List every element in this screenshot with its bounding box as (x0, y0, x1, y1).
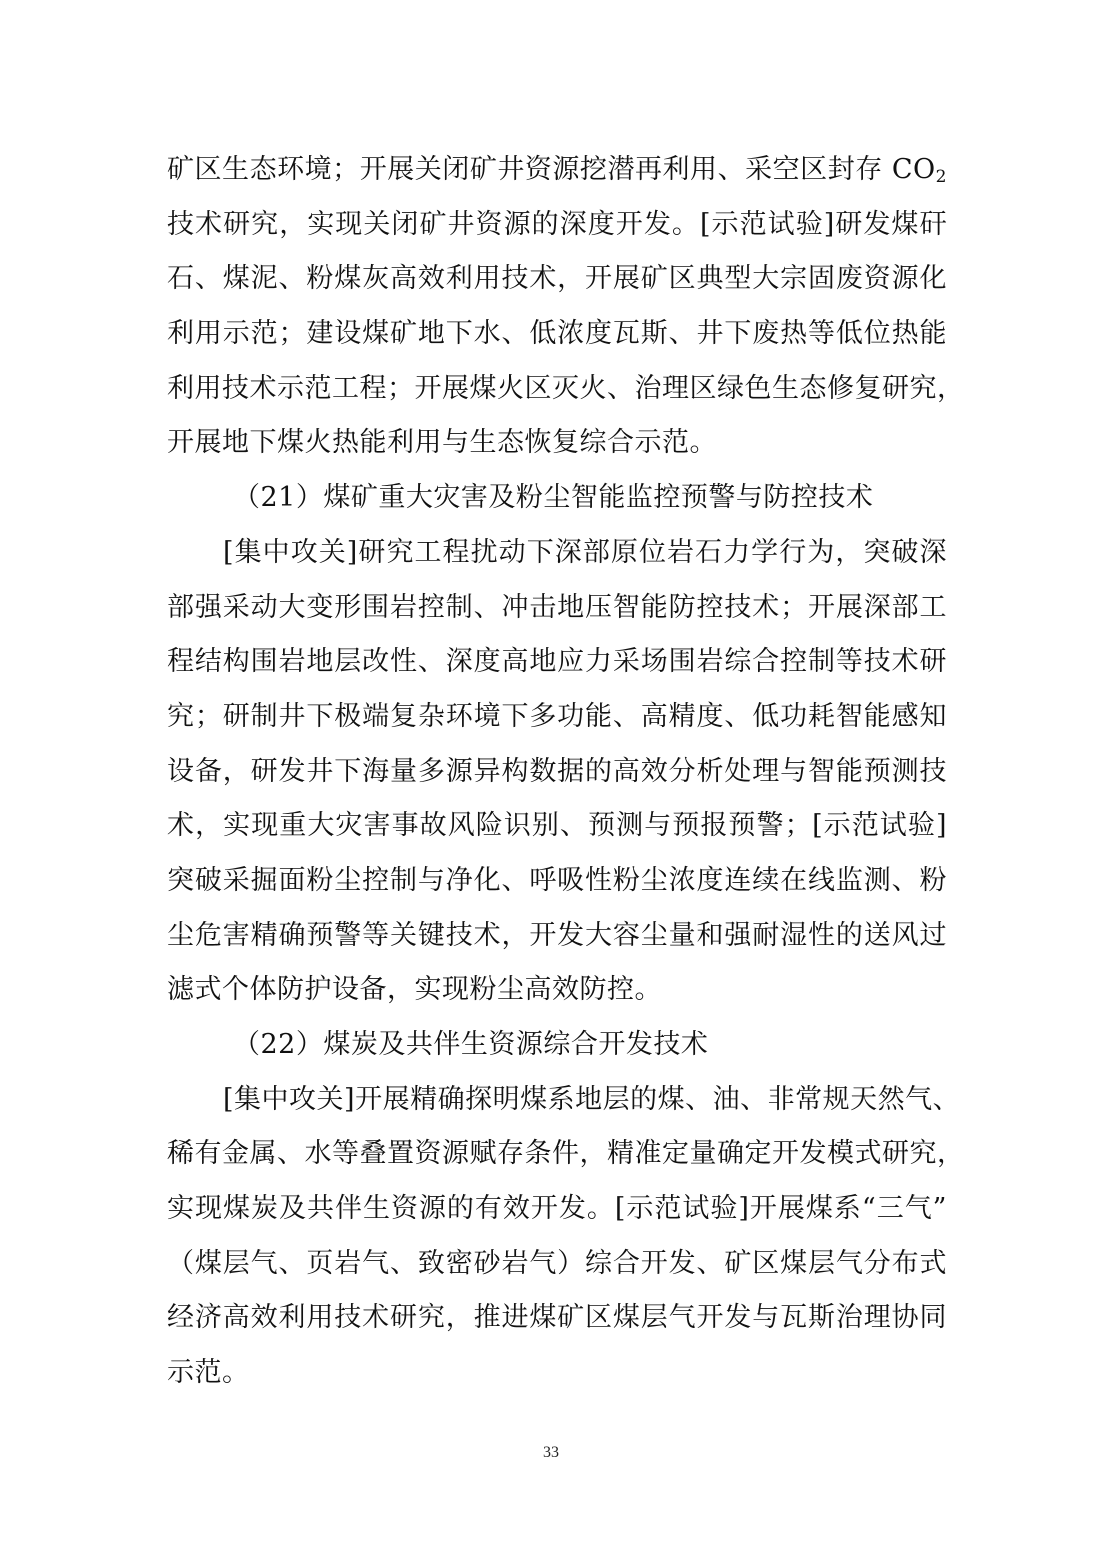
text-line: 利用技术示范工程；开展煤火区灭火、治理区绿色生态修复研究， (167, 372, 965, 404)
text-line: （煤层气、页岩气、致密砂岩气）综合开发、矿区煤层气分布式 (167, 1247, 947, 1279)
text-line: 尘危害精确预警等关键技术，开发大容尘量和强耐湿性的送风过 (167, 919, 947, 951)
text-line: 究；研制井下极端复杂环境下多功能、高精度、低功耗智能感知 (167, 700, 947, 732)
section-heading: （22）煤炭及共伴生资源综合开发技术 (233, 1029, 709, 1060)
text-line: 技术研究，实现关闭矿井资源的深度开发。[示范试验]研发煤矸 (167, 208, 947, 240)
document-body (167, 143, 965, 1401)
text-line: [集中攻关]研究工程扰动下深部原位岩石力学行为，突破深 (223, 536, 947, 568)
text-line: [集中攻关]开展精确探明煤系地层的煤、油、非常规天然气、 (223, 1083, 961, 1115)
text-line: 实现煤炭及共伴生资源的有效开发。[示范试验]开展煤系“三气” (167, 1193, 947, 1225)
section-heading: （21）煤矿重大灾害及粉尘智能监控预警与防控技术 (233, 482, 874, 514)
text-line: 石、煤泥、粉煤灰高效利用技术，开展矿区典型大宗固废资源化 (167, 263, 947, 295)
text-line (167, 143, 947, 198)
text-line: 突破采掘面粉尘控制与净化、呼吸性粉尘浓度连续在线监测、粉 (167, 864, 947, 896)
text-line-content: 矿区生态环境；开展关闭矿井资源挖潜再利用、采空区封存 CO (167, 154, 936, 185)
text-line: 开展地下煤火热能利用与生态恢复综合示范。 (167, 427, 717, 459)
section-22 (167, 1018, 965, 1401)
text-line: 程结构围岩地层改性、深度高地应力采场围岩综合控制等技术研 (167, 646, 947, 678)
text-line: 术，实现重大灾害事故风险识别、预测与预报预警；[示范试验] (167, 810, 947, 842)
co2-subscript: 2 (935, 167, 947, 187)
section-21 (167, 471, 947, 1018)
text-line: 部强采动大变形围岩控制、冲击地压智能防控技术；开展深部工 (167, 591, 947, 623)
text-line: 滤式个体防护设备，实现粉尘高效防控。 (167, 974, 662, 1006)
text-line: 示范。 (167, 1357, 250, 1389)
page-number: 33 (543, 1444, 559, 1461)
text-line: 设备，研发井下海量多源异构数据的高效分析处理与智能预测技 (167, 755, 947, 787)
text-line: 经济高效利用技术研究，推进煤矿区煤层气开发与瓦斯治理协同 (167, 1302, 947, 1334)
text-line: 稀有金属、水等叠置资源赋存条件，精准定量确定开发模式研究， (167, 1138, 965, 1170)
text-line: 利用示范；建设煤矿地下水、低浓度瓦斯、井下废热等低位热能 (167, 318, 947, 350)
continuation-paragraph (167, 143, 965, 471)
